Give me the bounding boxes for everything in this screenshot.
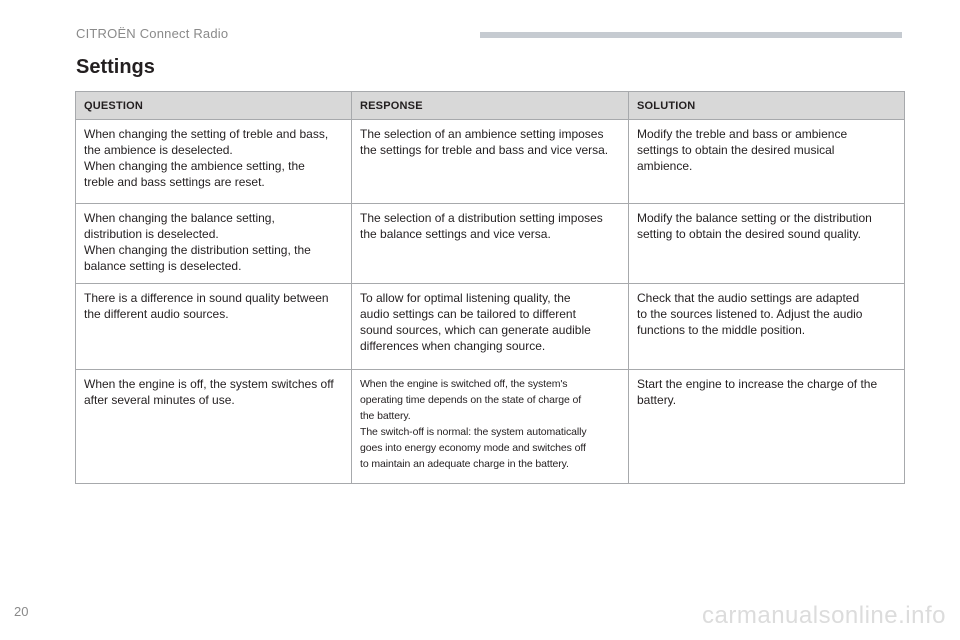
settings-table (75, 91, 905, 484)
response-cell: The selection of a distribution setting imposes the balance settings and vice versa. (352, 204, 629, 284)
column-header-question: QUESTION (76, 92, 352, 120)
column-header-response: RESPONSE (352, 92, 629, 120)
response-cell: To allow for optimal listening quality, the audio settings can be tailored to different sound sources, which can generate audible differences when changing source. (352, 284, 629, 370)
response-cell: When the engine is switched off, the system's operating time depends on the state of charge of the battery. The switch-off is normal: the system automatically goes into energy economy mode and switches off to maintain an adequate charge in the battery. (352, 370, 629, 484)
header-brand: CITROËN Connect Radio (76, 26, 229, 41)
header-bar (480, 32, 902, 38)
table-header-row (76, 92, 905, 120)
solution-cell: Modify the balance setting or the distribution setting to obtain the desired sound quality. (629, 204, 905, 284)
watermark: carmanualsonline.info (702, 602, 946, 629)
response-cell: The selection of an ambience setting imposes the settings for treble and bass and vice versa. (352, 120, 629, 204)
question-cell: When the engine is off, the system switches off after several minutes of use. (76, 370, 352, 484)
page-number: 20 (14, 604, 29, 619)
column-header-solution: SOLUTION (629, 92, 905, 120)
table-row (76, 120, 905, 204)
question-cell: When changing the setting of treble and bass, the ambience is deselected. When changing the ambience setting, the treble and bass settings are reset. (76, 120, 352, 204)
solution-cell: Start the engine to increase the charge of the battery. (629, 370, 905, 484)
solution-cell: Check that the audio settings are adapted to the sources listened to. Adjust the audio functions to the middle position. (629, 284, 905, 370)
table-row (76, 204, 905, 284)
question-cell: There is a difference in sound quality between the different audio sources. (76, 284, 352, 370)
solution-cell: Modify the treble and bass or ambience settings to obtain the desired musical ambience. (629, 120, 905, 204)
table-row (76, 370, 905, 484)
question-cell: When changing the balance setting, distribution is deselected. When changing the distribution setting, the balance setting is deselected. (76, 204, 352, 284)
table-row (76, 284, 905, 370)
page-title: Settings (76, 56, 155, 78)
